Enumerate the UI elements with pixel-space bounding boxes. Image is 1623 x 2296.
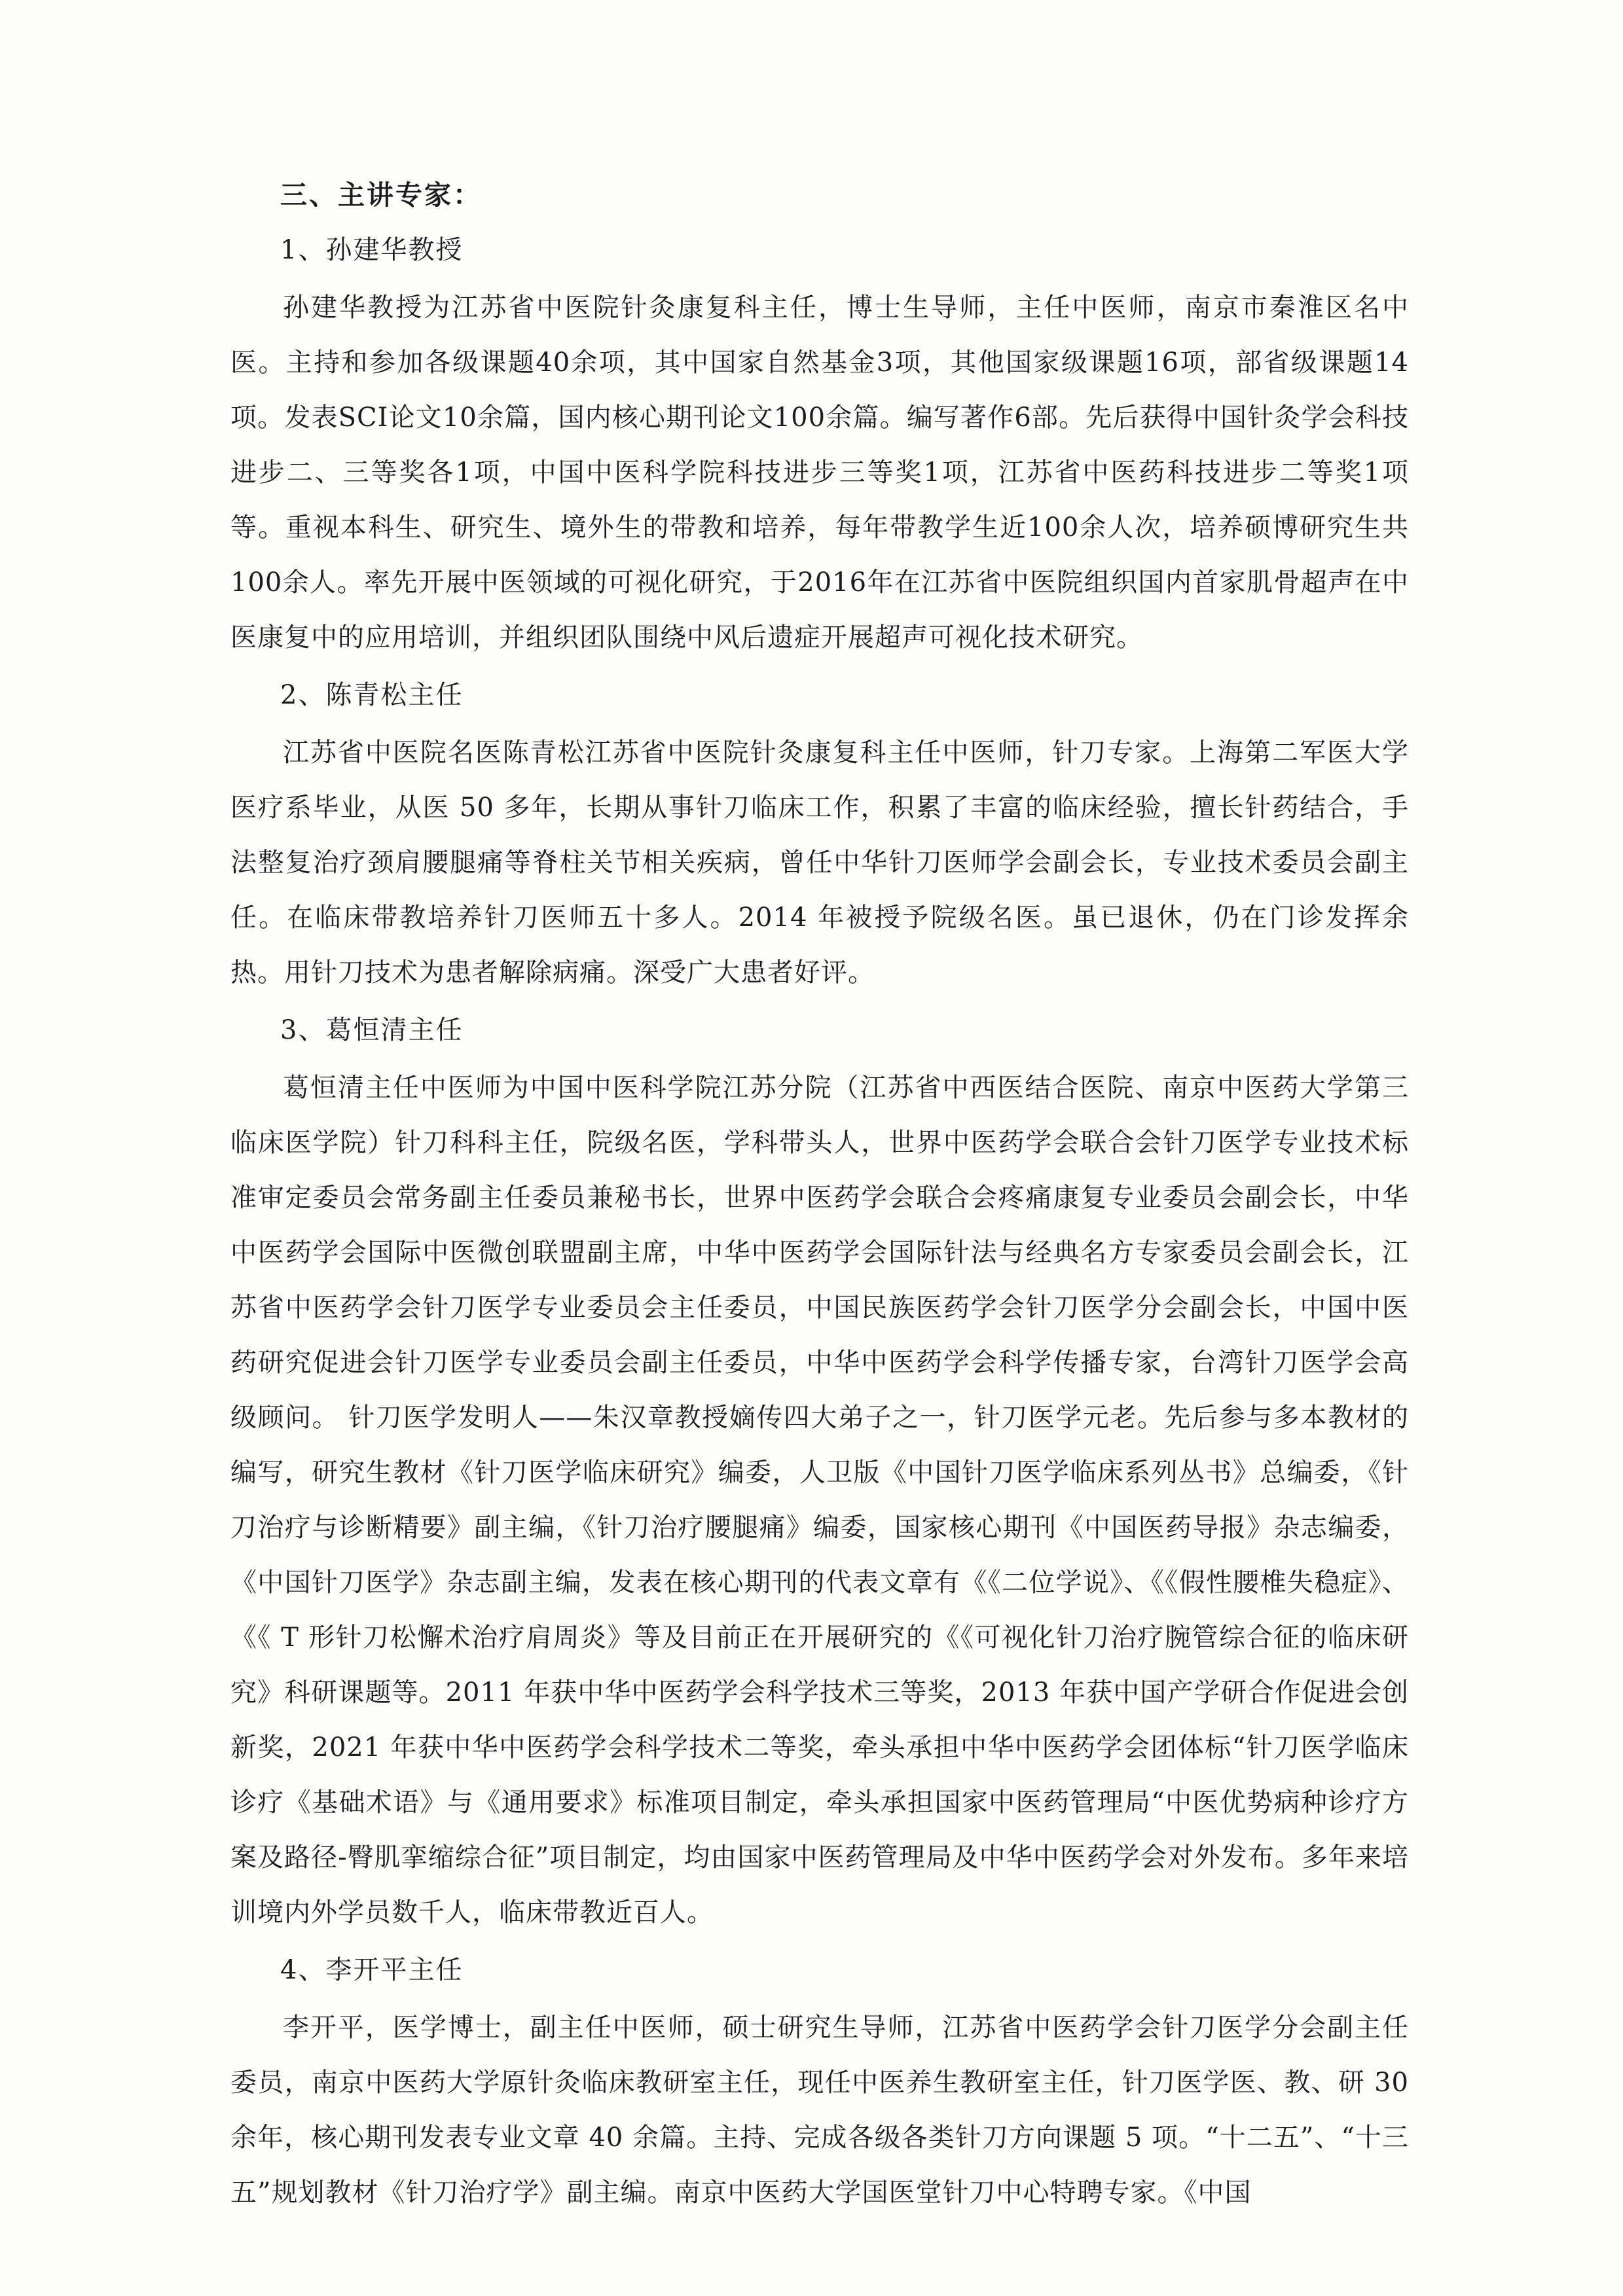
expert-heading: 2、陈青松主任 xyxy=(280,680,464,710)
expert-3 xyxy=(230,1007,1409,1940)
expert-bio: 孙建华教授为江苏省中医院针灸康复科主任，博士生导师，主任中医师，南京市秦淮区名中医。主持和参加各级课题40余项，其中国家自然基金3项，其他国家级课题16项，部省级课题14项。发表SCI论文10余篇，国内核心期刊论文100余篇。编写著作6部。先后获得中国针灸学会科技进步二、三等奖各1项，中国中医科学院科技进步三等奖1项，江苏省中医药科技进步二等奖1项等。重视本科生、研究生、境外生的带教和培养，每年带教学生近100余人次，培养硕博研究生共100余人。率先开展中医领域的可视化研究，于2016年在江苏省中医院组织国内首家肌骨超声在中医康复中的应用培训，并组织团队围绕中风后遗症开展超声可视化技术研究。 xyxy=(230,293,1409,653)
expert-heading: 4、李开平主任 xyxy=(280,1955,464,1985)
expert-4 xyxy=(230,1946,1409,2220)
expert-bio: 李开平，医学博士，副主任中医师，硕士研究生导师，江苏省中医药学会针刀医学分会副主任委员，南京中医药大学原针灸临床教研室主任，现任中医养生教研室主任，针刀医学医、教、研 30 余年，核心期刊发表专业文章 40 余篇。主持、完成各级各类针刀方向课题 5 项。“十二五”、“十三五”规划教材《针刀治疗学》副主编。南京中医药大学国医堂针刀中心特聘专家。《中国 xyxy=(230,2013,1409,2208)
expert-heading: 3、葛恒清主任 xyxy=(280,1015,464,1045)
expert-bio: 葛恒清主任中医师为中国中医科学院江苏分院（江苏省中西医结合医院、南京中医药大学第三临床医学院）针刀科科主任，院级名医，学科带头人，世界中医药学会联合会针刀医学专业技术标准审定委员会常务副主任委员兼秘书长，世界中医药学会联合会疼痛康复专业委员会副会长，中华中医药学会国际中医微创联盟副主席，中华中医药学会国际针法与经典名方专家委员会副会长，江苏省中医药学会针刀医学专业委员会主任委员，中国民族医药学会针刀医学分会副会长，中国中医药研究促进会针刀医学专业委员会副主任委员，中华中医药学会科学传播专家，台湾针刀医学会高级顾问。 针刀医学发明人——朱汉章教授嫡传四大弟子之一，针刀医学元老。先后参与多本教材的编写，研究生教材《针刀医学临床研究》编委，人卫版《中国针刀医学临床系列丛书》总编委，《针刀治疗与诊断精要》副主编，《针刀治疗腰腿痛》编委，国家核心期刊《中国医药导报》杂志编委，《中国针刀医学》杂志副主编，发表在核心期刊的代表文章有《《二位学说》、《《假性腰椎失稳症》、《《 T 形针刀松懈术治疗肩周炎》等及目前正在开展研究的《《可视化针刀治疗腕管综合征的临床研究》科研课题等。2011 年获中华中医药学会科学技术三等奖，2013 年获中国产学研合作促进会创新奖，2021 年获中华中医药学会科学技术二等奖，牵头承担中华中医药学会团体标“针刀医学临床诊疗《基础术语》与《通用要求》标准项目制定，牵头承担国家中医药管理局“中医优势病种诊疗方案及路径-臀肌挛缩综合征”项目制定，均由国家中医药管理局及中华中医药学会对外发布。多年来培训境内外学员数千人，临床带教近百人。 xyxy=(230,1073,1409,1928)
expert-2 xyxy=(230,672,1409,1000)
expert-1 xyxy=(230,226,1409,665)
document-body xyxy=(230,171,1409,2227)
section-title: 三、主讲专家： xyxy=(280,179,482,211)
expert-bio: 江苏省中医院名医陈青松江苏省中医院针灸康复科主任中医师，针刀专家。上海第二军医大学医疗系毕业，从医 50 多年，长期从事针刀临床工作，积累了丰富的临床经验，擅长针药结合，手法整复治疗颈肩腰腿痛等脊柱关节相关疾病，曾任中华针刀医师学会副会长，专业技术委员会副主任。在临床带教培养针刀医师五十多人。2014 年被授予院级名医。虽已退休，仍在门诊发挥余热。用针刀技术为患者解除病痛。深受广大患者好评。 xyxy=(230,738,1409,988)
expert-heading: 1、孙建华教授 xyxy=(280,235,464,265)
